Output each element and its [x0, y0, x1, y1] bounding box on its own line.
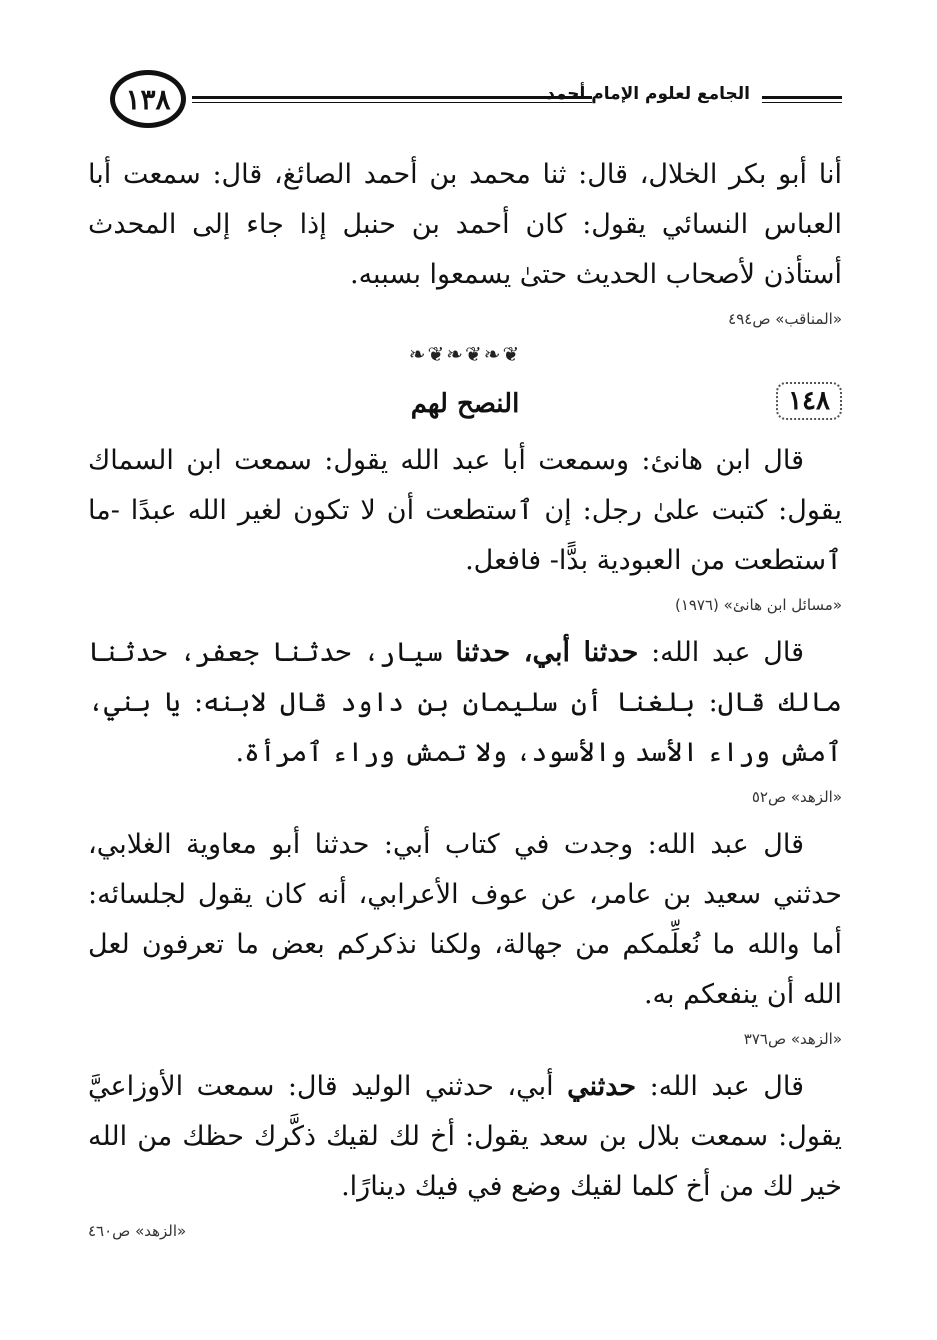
section-title: النصح لهم	[410, 389, 520, 419]
entry-text: أبي، حدثني الوليد قال: سمعت الأوزاعيَّ يقول: سمعت بلال بن سعد يقول: أخ لك لقيك ذكَّرك حظك من الله خير لك من أخ كلما لقيك وضع في فيك دينارًا.	[88, 1071, 842, 1202]
entry-bold-chain: حدثني	[567, 1071, 637, 1102]
header-rule-left	[192, 96, 592, 103]
entry-source: «الزهد» ص٥٢	[751, 788, 842, 806]
entry-paragraph: قال عبد الله: وجدت في كتاب أبي: حدثنا أبو معاوية الغلابي، حدثني سعيد بن عامر، عن عوف الأعرابي، أنه كان يقول لجلسائه: أما والله ما نُعلِّمكم من جهالة، ولكنا نذكركم بعض ما تعرفون لعل الله أن ينفعكم به.	[88, 829, 842, 1010]
page-header	[110, 70, 842, 130]
section-number: ١٤٨	[776, 382, 842, 420]
page-content	[88, 150, 842, 1254]
header-rule-right	[762, 96, 842, 103]
entry-source: «الزهد» ص٤٦٠	[88, 1222, 187, 1240]
entry-text: سيار، حدثنا جعفر، حدثنا مالك قال: بلغنا أن سليمان بن داود قال لابنه: يا بني، ٱمش وراء الأسد والأسود، ولا تمش وراء ٱمرأة.	[88, 637, 842, 768]
page-number-badge: ١٣٨	[110, 70, 186, 128]
entry-lead: قال عبد الله:	[638, 637, 804, 668]
entry-paragraph	[88, 1062, 842, 1212]
entry-paragraph: قال ابن هانئ: وسمعت أبا عبد الله يقول: سمعت ابن السماك يقول: كتبت علىٰ رجل: إن ٱستطعت أن لا تكون لغير الله عبدًا -ما ٱستطعت من العبودية بدًّا- فافعل.	[88, 445, 842, 576]
ornament-divider: ❦❧❦❧❦❧	[408, 342, 522, 366]
entry-bold-chain: حدثنا أبي، حدثنا	[455, 637, 639, 668]
entry-source: «المناقب» ص٤٩٤	[728, 310, 842, 328]
entry-source: «الزهد» ص٣٧٦	[743, 1030, 842, 1048]
entry-paragraph	[88, 628, 842, 778]
entry-lead: قال عبد الله:	[636, 1071, 804, 1102]
running-title: الجامع لعلوم الإمام أحمد	[546, 84, 750, 104]
section-heading	[88, 382, 842, 436]
entry-paragraph: أنا أبو بكر الخلال، قال: ثنا محمد بن أحمد الصائغ، قال: سمعت أبا العباس النسائي يقول: كان أحمد بن حنبل إذا جاء إلى المحدث أستأذن لأصحاب الحديث حتىٰ يسمعوا بسببه.	[88, 159, 842, 290]
entry-source: «مسائل ابن هانئ» (١٩٧٦)	[674, 596, 842, 614]
